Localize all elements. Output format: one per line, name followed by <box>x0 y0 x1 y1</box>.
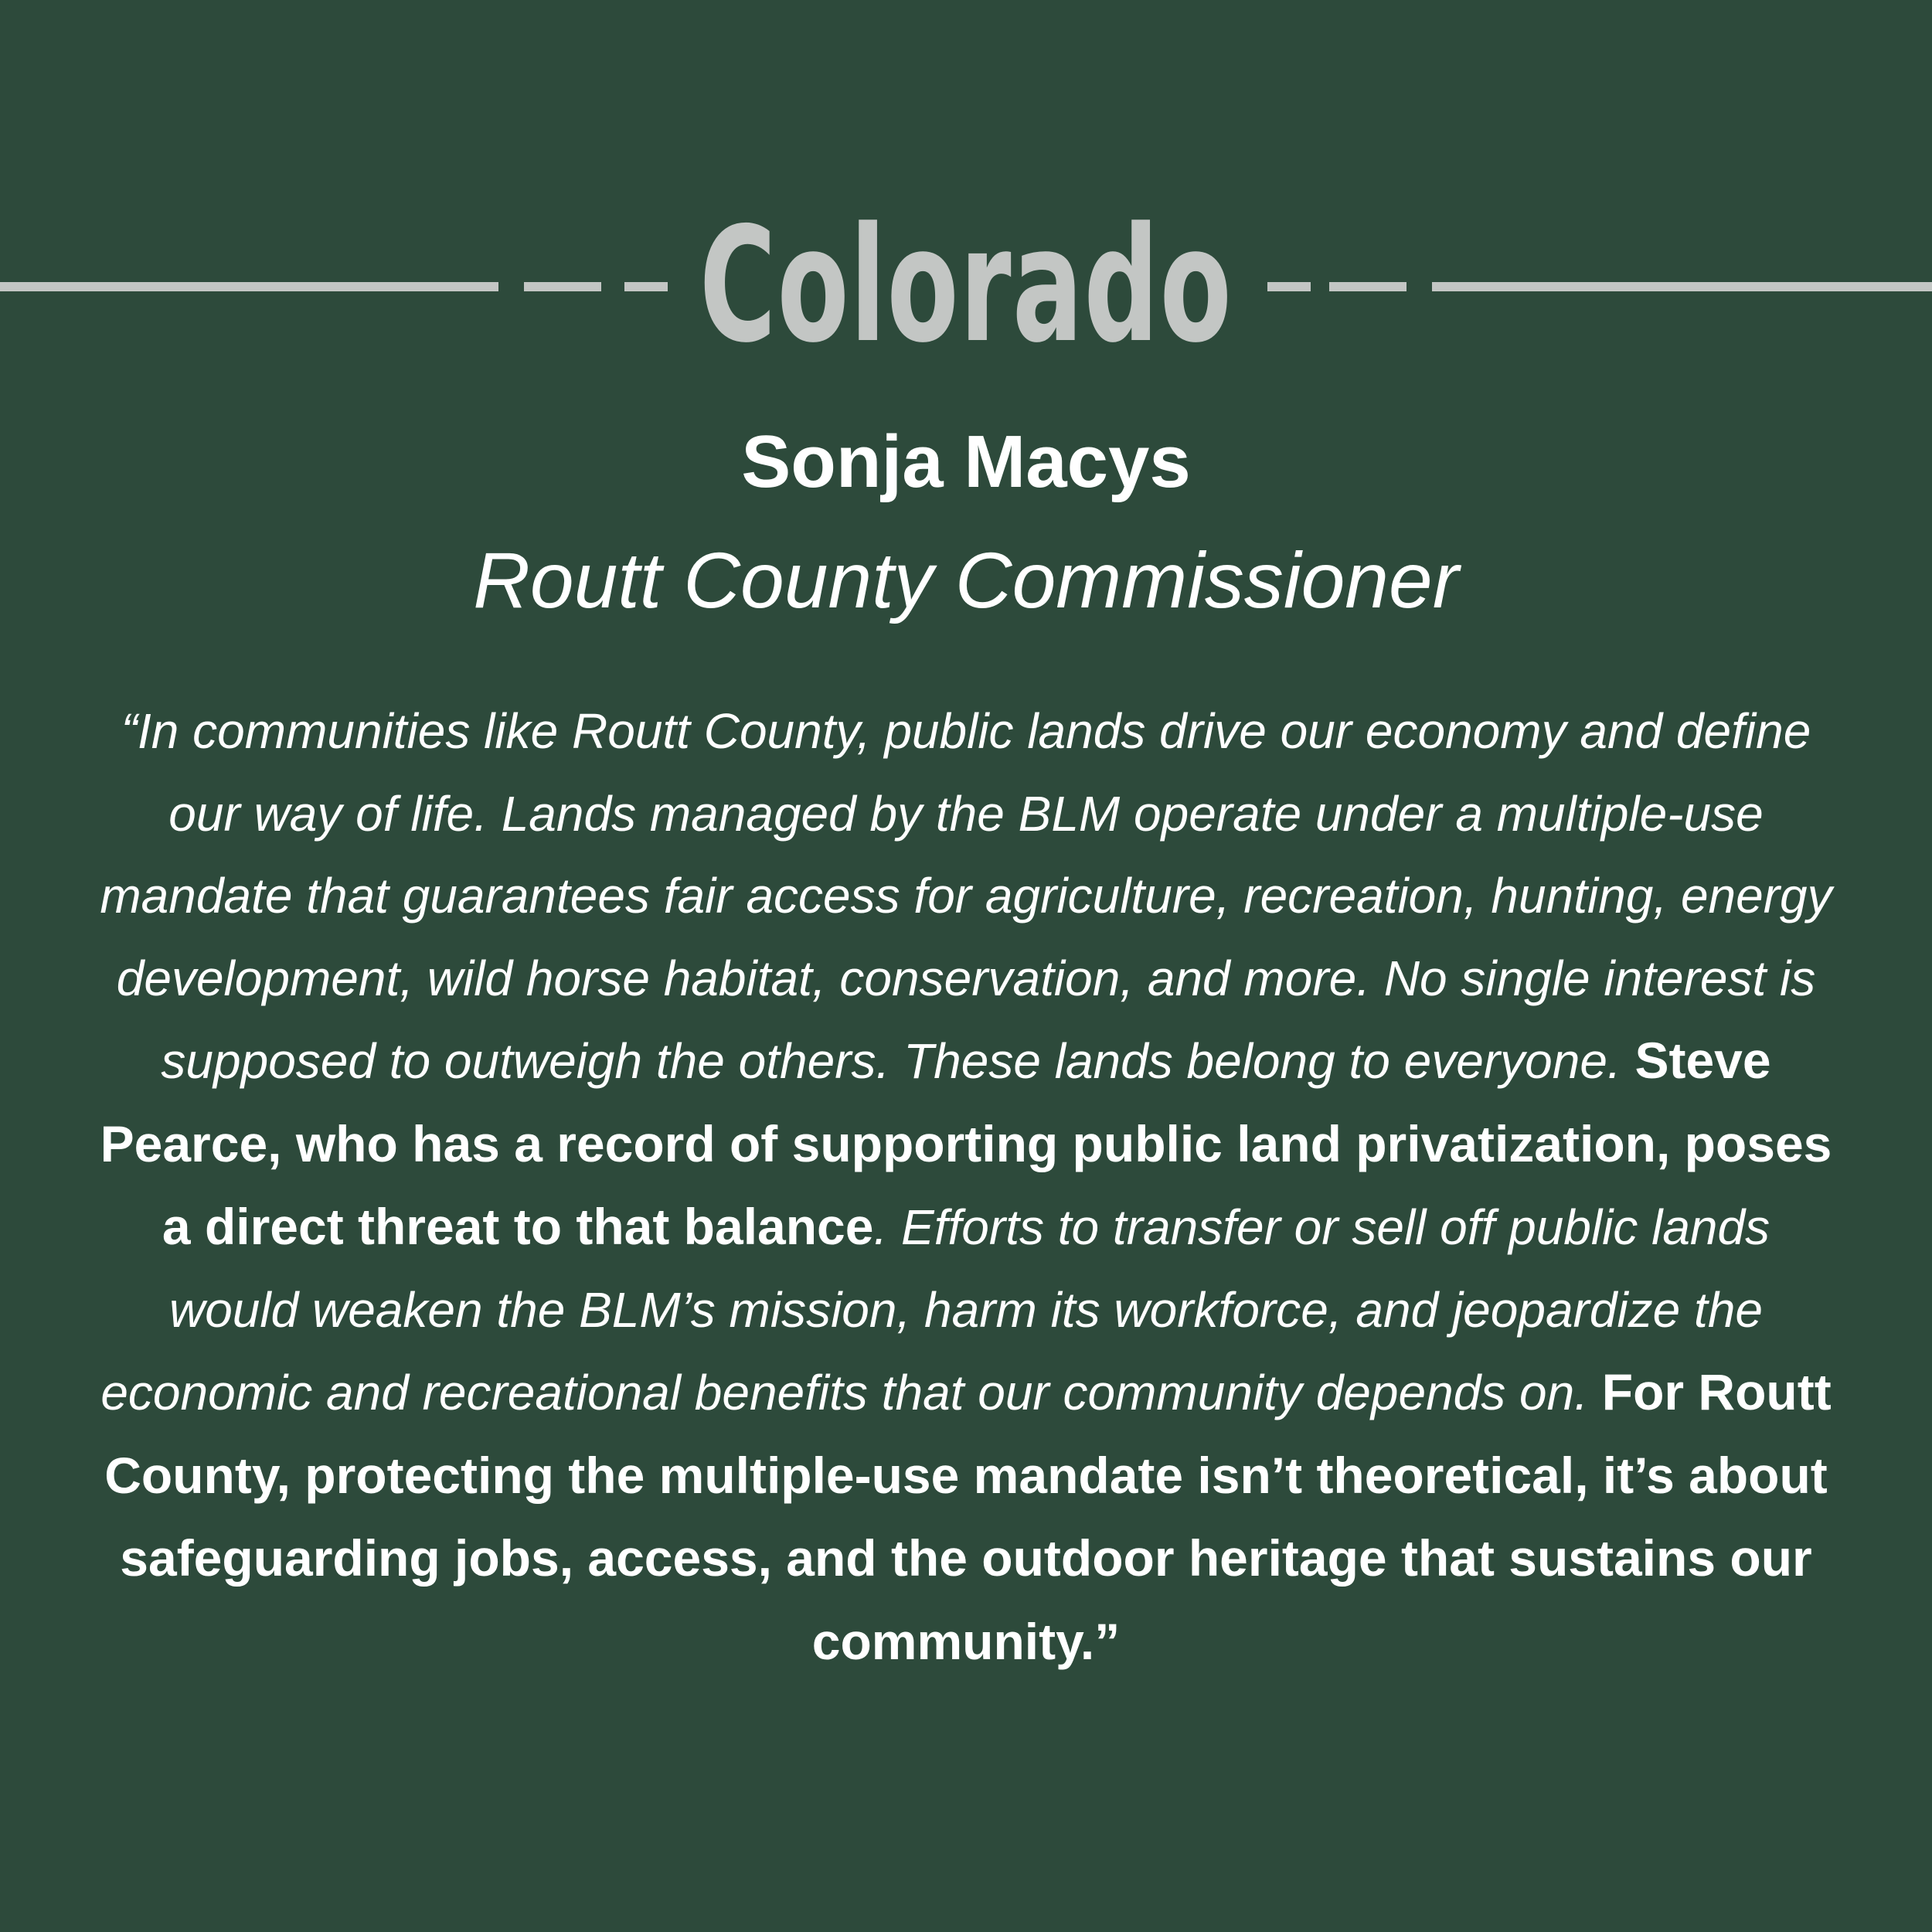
right-rule-long <box>1432 282 1932 291</box>
right-rule-dash-1 <box>1267 282 1311 291</box>
quote-segment-italic-1: “In communities like Routt County, public lands drive our economy and define our way of life. Lands managed by the BLM operate under a multiple-use mandate that guarantees fair access for agriculture, recreation, hunting, energy development, wild horse habitat, conservation, and more. No single interest is supposed to outweigh the others. These lands belong to everyone. <box>100 703 1832 1089</box>
quote-text <box>93 690 1839 1683</box>
quote-segment-bold-2: For Routt County, protecting the multiple-use mandate isn’t theoretical, it’s about safeguarding jobs, access, and the outdoor heritage that sustains our community.” <box>104 1363 1832 1670</box>
state-title: Colorado <box>699 194 1233 378</box>
quote-segment-bold-1: Steve Pearce, who has a record of supporting public land privatization, poses a direct threat to that balance <box>100 1032 1832 1255</box>
quote-segment-italic-2: . Efforts to transfer or sell off public lands would weaken the BLM’s mission, harm its workforce, and jeopardize the economic and recreational benefits that our community depends on. <box>100 1199 1770 1420</box>
right-rule-dash-2 <box>1329 282 1406 291</box>
person-title: Routt County Commissioner <box>473 536 1459 624</box>
person-name: Sonja Macys <box>741 420 1191 503</box>
